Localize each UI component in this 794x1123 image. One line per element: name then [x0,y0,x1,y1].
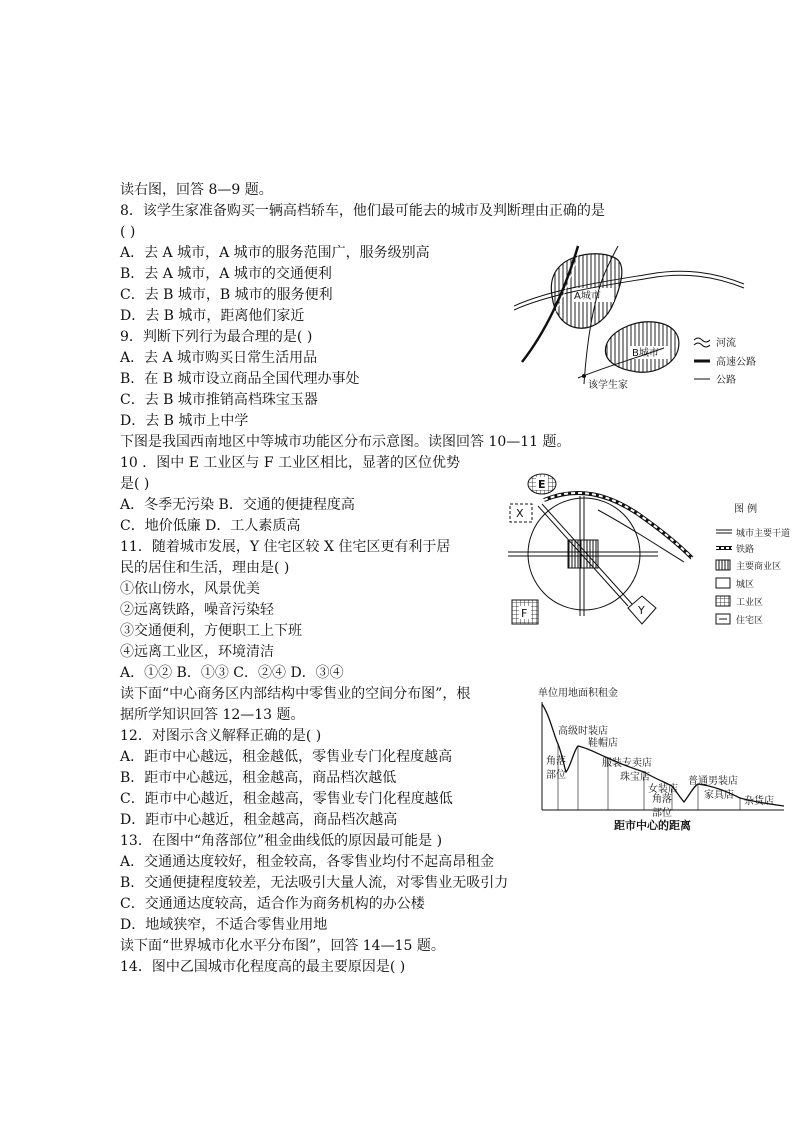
legend-railway: 铁路 [736,545,755,555]
legend-main-road: 城市主要干道 [736,529,791,539]
text-line: C．交通通达度较高，适合作为商务机构的办公楼 [120,896,425,912]
text-line: C．去 B 城市，B 城市的服务便利 [120,287,333,303]
x-axis-label: 距市中心的距离 [614,819,691,832]
text-line: A．去 A 城市购买日常生活用品 [120,350,318,366]
text-line: A．交通通达度较好，租金较高，各零售业均付不起高昂租金 [120,854,495,870]
text-line: B．去 A 城市，A 城市的交通便利 [120,266,332,282]
city-function-zones-map [508,466,792,642]
text-line: 读右图，回答 8—9 题。 [120,182,273,198]
text-line: C．地价低廉 D．工人素质高 [120,518,301,534]
text-line: B．在 B 城市设立商品全国代理办事处 [120,371,360,387]
text-line: 9．判断下列行为最合理的是( ) [120,329,313,345]
legend-urban: 城区 [736,580,755,590]
legend-title: 图 例 [734,504,758,515]
text-line: 是( ) [120,476,150,492]
text-line: A．冬季无污染 B．交通的便捷程度高 [120,497,355,513]
text-line: 13．在图中“角落部位”租金曲线低的原因最可能是 ) [120,833,443,849]
label-corner-2b: 部位 [652,808,672,819]
label-shoe-hat: 鞋帽店 [588,738,618,749]
legend [716,502,790,626]
zone-y-label: Y [638,604,645,617]
text-line: 10 ．图中 E 工业区与 F 工业区相比，显著的区位优势 [120,455,460,471]
text-line: 11．随着城市发展，Y 住宅区较 X 住宅区更有利于居 [120,539,451,555]
text-line: D．去 B 城市上中学 [120,413,249,429]
legend-commercial: 主要商业区 [736,562,782,572]
text-line: A．距市中心越远，租金越低，零售业专门化程度越高 [120,749,453,765]
label-furniture: 家具店 [704,790,734,801]
text-line: 14．图中乙国城市化程度高的最主要原因是( ) [120,959,406,975]
text-line: ③交通便利，方便职工上下班 [120,623,302,639]
city-b-label: B城市 [632,348,659,359]
y-axis-label: 单位用地面积租金 [538,688,618,699]
text-line: ④远离工业区，环境清洁 [120,644,274,660]
legend-residential: 住宅区 [736,616,764,626]
retail-rent-chart [534,686,786,834]
text-line: B．距市中心越远，租金越高，商品档次越低 [120,770,397,786]
label-grocery: 杂货店 [744,796,774,807]
text-line: 据所学知识回答 12—13 题。 [120,707,305,723]
label-clothing: 服装专卖店 [602,758,652,769]
text-line: 12．对图示含义解释正确的是( ) [120,728,322,744]
commercial-center [568,540,598,568]
label-high-fashion: 高级时装店 [558,726,608,737]
zone-e-label: E [538,478,546,491]
text-line: 下图是我国西南地区中等城市功能区分布示意图。读图回答 10—11 题。 [120,434,571,450]
railway [544,493,692,558]
home-label: 该学生家 [588,380,628,391]
text-line: D．距市中心越近，租金越高，商品档次越高 [120,812,398,828]
label-womens: 女装店 [648,784,678,795]
label-corner-2a: 角落 [652,794,672,805]
legend-highway: 高速公路 [716,357,756,368]
legend-industrial: 工业区 [736,598,764,608]
zone-x-label: X [516,507,524,520]
text-line: ②远离铁路，噪音污染轻 [120,602,274,618]
city-service-map [514,244,770,396]
text-line: 读下面“中心商务区内部结构中零售业的空间分布图”，根 [120,686,471,702]
label-corner-1a: 角落 [546,756,566,767]
river [514,271,744,306]
label-corner-1b: 部位 [546,770,566,781]
text-line: C．去 B 城市推销高档珠宝玉器 [120,392,318,408]
home-marker [582,374,586,378]
text-line: A．去 A 城市，A 城市的服务范围广，服务级别高 [120,245,430,261]
text-line: A．①② B．①③ C．②④ D．③④ [120,665,344,681]
text-line: C．距市中心越近，租金越高，零售业专门化程度越低 [120,791,453,807]
label-menswear: 普通男装店 [688,776,738,787]
text-line: 8．该学生家准备购买一辆高档轿车，他们最可能去的城市及判断理由正确的是 [120,203,605,219]
text-line: 读下面“世界城市化水平分布图”，回答 14—15 题。 [120,938,445,954]
legend-river: 河流 [716,338,736,349]
zone-f-label: F [521,607,528,620]
legend-road: 公路 [716,375,736,386]
text-line: ①依山傍水，风景优美 [120,581,260,597]
text-line: ( ) [120,224,136,240]
text-line: 民的居住和生活，理由是( ) [120,560,290,576]
text-line: D．去 B 城市，距离他们家近 [120,308,305,324]
city-a-label: A城市 [574,291,601,302]
legend [694,336,756,386]
text-line: B．交通便捷程度较差，无法吸引大量人流，对零售业无吸引力 [120,875,509,891]
text-line: D．地域狭窄，不适合零售业用地 [120,917,328,933]
label-jewelry: 珠宝店 [620,772,650,783]
